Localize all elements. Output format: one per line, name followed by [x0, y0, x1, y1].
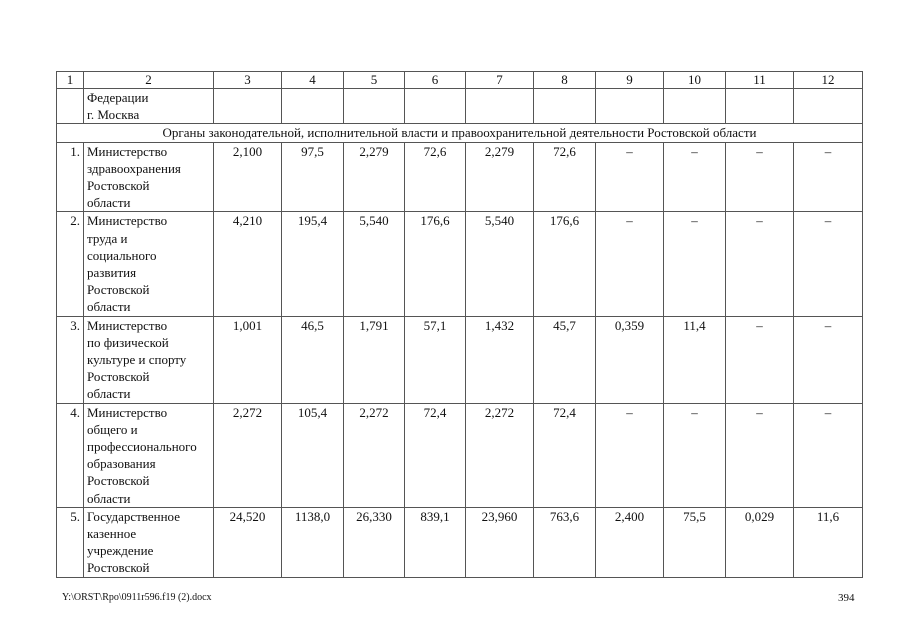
value-cell: 5,540	[466, 212, 534, 316]
column-number-cell: 3	[214, 72, 282, 89]
column-number-cell: 10	[664, 72, 726, 89]
value-cell: –	[726, 142, 794, 212]
value-cell: –	[794, 403, 863, 507]
value-cell: 57,1	[405, 316, 466, 403]
row-number-cell: 3.	[57, 316, 84, 403]
value-cell: 97,5	[282, 142, 344, 212]
file-path: Y:\ORST\Rpo\0911r596.f19 (2).docx	[62, 592, 212, 603]
name-line: культуре и спорту	[87, 352, 187, 368]
value-cell: 2,400	[596, 507, 664, 577]
value-cell: 26,330	[344, 507, 405, 577]
value-cell: –	[794, 142, 863, 212]
name-line: по физической	[87, 334, 169, 350]
value-cell: 839,1	[405, 507, 466, 577]
table-row	[57, 212, 863, 316]
value-cell	[794, 89, 863, 124]
name-line: Министерство	[87, 317, 168, 333]
name-line: развития	[87, 265, 137, 281]
name-line: социального	[87, 247, 157, 263]
organization-name-cell	[84, 142, 214, 212]
column-number-cell: 6	[405, 72, 466, 89]
organization-name-cell	[84, 403, 214, 507]
value-cell: 4,210	[214, 212, 282, 316]
value-cell: 1,791	[344, 316, 405, 403]
name-line: казенное	[87, 526, 137, 542]
value-cell: 46,5	[282, 316, 344, 403]
value-cell: 2,272	[344, 403, 405, 507]
section-header-row	[57, 124, 863, 142]
table-row	[57, 507, 863, 577]
value-cell: 2,279	[344, 142, 405, 212]
value-cell: –	[596, 212, 664, 316]
value-cell: 1138,0	[282, 507, 344, 577]
value-cell: 72,6	[405, 142, 466, 212]
name-line: учреждение	[87, 543, 154, 559]
column-number-row	[57, 72, 863, 89]
value-cell: 11,4	[664, 316, 726, 403]
name-line: Министерство	[87, 143, 168, 159]
organization-name-cell	[84, 316, 214, 403]
section-title: Органы законодательной, исполнительной власти и правоохранительной деятельности Ростовской области	[57, 124, 863, 142]
column-number-cell: 1	[57, 72, 84, 89]
name-line: Министерство	[87, 404, 168, 420]
value-cell: 5,540	[344, 212, 405, 316]
value-cell: 45,7	[534, 316, 596, 403]
name-line: г. Москва	[87, 107, 140, 123]
value-cell: 195,4	[282, 212, 344, 316]
column-number-cell: 12	[794, 72, 863, 89]
column-number-cell: 5	[344, 72, 405, 89]
table-row	[57, 403, 863, 507]
page-number: 394	[838, 592, 855, 604]
name-line: Ростовской	[87, 369, 150, 385]
value-cell: 72,4	[405, 403, 466, 507]
name-line: области	[87, 299, 131, 315]
organization-name-cell	[84, 507, 214, 577]
value-cell	[405, 89, 466, 124]
value-cell: 72,6	[534, 142, 596, 212]
value-cell: –	[726, 212, 794, 316]
row-number-cell: 5.	[57, 507, 84, 577]
value-cell: 0,359	[596, 316, 664, 403]
name-line: Ростовской	[87, 178, 150, 194]
value-cell: 2,100	[214, 142, 282, 212]
value-cell: –	[596, 403, 664, 507]
row-number-cell: 4.	[57, 403, 84, 507]
value-cell	[596, 89, 664, 124]
value-cell: 1,432	[466, 316, 534, 403]
organization-name-cell	[84, 212, 214, 316]
name-line: Ростовской	[87, 560, 150, 576]
value-cell: 24,520	[214, 507, 282, 577]
name-line: профессионального	[87, 439, 197, 455]
name-line: Государственное	[87, 508, 180, 524]
table-row	[57, 316, 863, 403]
name-line: Ростовской	[87, 282, 150, 298]
table-row	[57, 142, 863, 212]
value-cell: –	[664, 142, 726, 212]
column-number-cell: 9	[596, 72, 664, 89]
value-cell: 1,001	[214, 316, 282, 403]
column-number-cell: 2	[84, 72, 214, 89]
name-line: труда и	[87, 230, 128, 246]
name-line: Ростовской	[87, 473, 150, 489]
value-cell	[344, 89, 405, 124]
value-cell	[214, 89, 282, 124]
column-number-cell: 7	[466, 72, 534, 89]
value-cell: –	[794, 316, 863, 403]
value-cell: –	[726, 403, 794, 507]
name-line: здравоохранения	[87, 160, 181, 176]
name-line: Федерации	[87, 90, 149, 105]
value-cell: –	[664, 212, 726, 316]
value-cell	[534, 89, 596, 124]
value-cell: 11,6	[794, 507, 863, 577]
row-number-cell: 1.	[57, 142, 84, 212]
name-line: области	[87, 195, 131, 211]
column-number-cell: 8	[534, 72, 596, 89]
value-cell: 176,6	[405, 212, 466, 316]
organization-name-cell	[84, 89, 214, 124]
continued-row	[57, 89, 863, 124]
value-cell: 72,4	[534, 403, 596, 507]
name-line: Министерство	[87, 213, 168, 229]
value-cell	[664, 89, 726, 124]
value-cell: –	[794, 212, 863, 316]
value-cell: 763,6	[534, 507, 596, 577]
value-cell: 0,029	[726, 507, 794, 577]
row-number-cell	[57, 89, 84, 124]
value-cell	[726, 89, 794, 124]
row-number-cell: 2.	[57, 212, 84, 316]
name-line: общего и	[87, 421, 138, 437]
name-line: области	[87, 490, 131, 506]
value-cell: 75,5	[664, 507, 726, 577]
value-cell: 2,272	[466, 403, 534, 507]
value-cell: 2,279	[466, 142, 534, 212]
value-cell: 23,960	[466, 507, 534, 577]
value-cell: 2,272	[214, 403, 282, 507]
value-cell	[282, 89, 344, 124]
value-cell: –	[664, 403, 726, 507]
column-number-cell: 4	[282, 72, 344, 89]
name-line: образования	[87, 456, 156, 472]
value-cell: 105,4	[282, 403, 344, 507]
value-cell: –	[596, 142, 664, 212]
data-table	[56, 71, 863, 578]
value-cell	[466, 89, 534, 124]
name-line: области	[87, 386, 131, 402]
value-cell: –	[726, 316, 794, 403]
value-cell: 176,6	[534, 212, 596, 316]
column-number-cell: 11	[726, 72, 794, 89]
